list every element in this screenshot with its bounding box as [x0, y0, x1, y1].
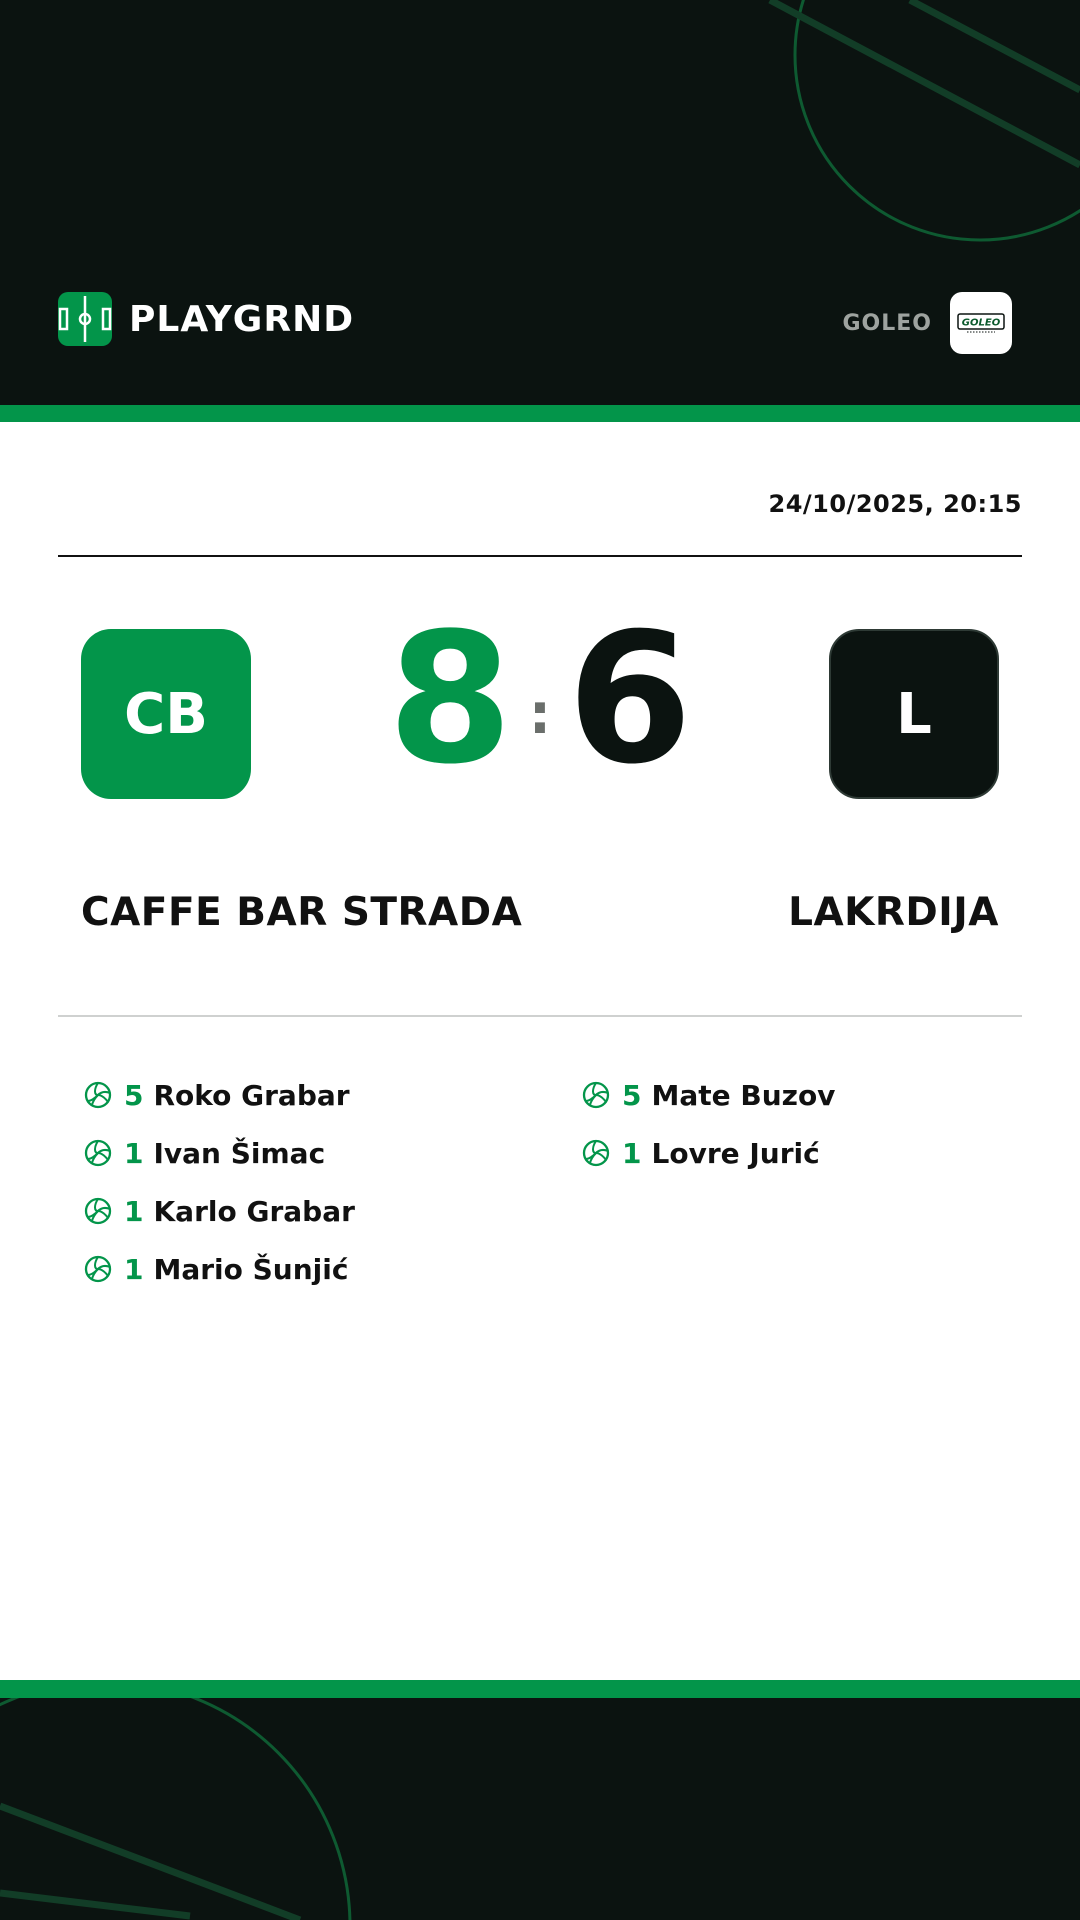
scorer-row — [84, 1182, 355, 1240]
brand-name: PLAYGRND — [129, 298, 355, 340]
scorer-row — [582, 1124, 835, 1182]
pitch-lines-decoration — [0, 1698, 1080, 1920]
scorer-name: Karlo Grabar — [153, 1194, 355, 1228]
match-datetime: 24/10/2025, 20:15 — [768, 490, 1022, 518]
scorer-goals: 1 — [124, 1194, 144, 1228]
scorer-goals: 5 — [622, 1078, 642, 1112]
scorer-name: Ivan Šimac — [153, 1136, 326, 1170]
footer-banner — [0, 1698, 1080, 1920]
away-team-badge: L — [829, 629, 999, 799]
brand — [58, 292, 354, 346]
pitch-icon — [58, 292, 112, 346]
scorer-goals: 1 — [622, 1136, 642, 1170]
away-team-name: LAKRDIJA — [788, 890, 999, 935]
divider — [58, 555, 1022, 557]
football-icon — [84, 1197, 112, 1225]
footer-accent-stripe — [0, 1680, 1080, 1698]
home-team-badge: CB — [81, 629, 251, 799]
header-banner — [0, 0, 1080, 405]
scorer-row — [84, 1066, 355, 1124]
scorer-row — [582, 1066, 835, 1124]
scorer-name: Mario Šunjić — [153, 1252, 349, 1286]
header-accent-stripe — [0, 405, 1080, 422]
football-icon — [84, 1255, 112, 1283]
football-icon — [84, 1139, 112, 1167]
score-separator: : — [528, 682, 552, 747]
football-icon — [582, 1139, 610, 1167]
partner-logo-text: GOLEO — [961, 317, 1001, 329]
home-team-name: CAFFE BAR STRADA — [81, 890, 523, 935]
home-score: 8 — [387, 595, 513, 804]
scorer-goals: 5 — [124, 1078, 144, 1112]
scorer-goals: 1 — [124, 1252, 144, 1286]
away-scorers-list — [582, 1066, 835, 1182]
football-icon — [84, 1081, 112, 1109]
partner-logo — [950, 292, 1012, 354]
home-scorers-list — [84, 1066, 355, 1298]
scoreline — [387, 595, 693, 804]
partner-name: GOLEO — [842, 310, 932, 336]
away-score: 6 — [567, 595, 693, 804]
divider — [58, 1015, 1022, 1017]
scorer-row — [84, 1240, 355, 1298]
football-icon — [582, 1081, 610, 1109]
scorer-name: Lovre Jurić — [651, 1136, 820, 1170]
scorer-goals: 1 — [124, 1136, 144, 1170]
scorer-name: Mate Buzov — [651, 1078, 836, 1112]
scorer-name: Roko Grabar — [153, 1078, 350, 1112]
partner — [842, 292, 1012, 354]
scorer-row — [84, 1124, 355, 1182]
